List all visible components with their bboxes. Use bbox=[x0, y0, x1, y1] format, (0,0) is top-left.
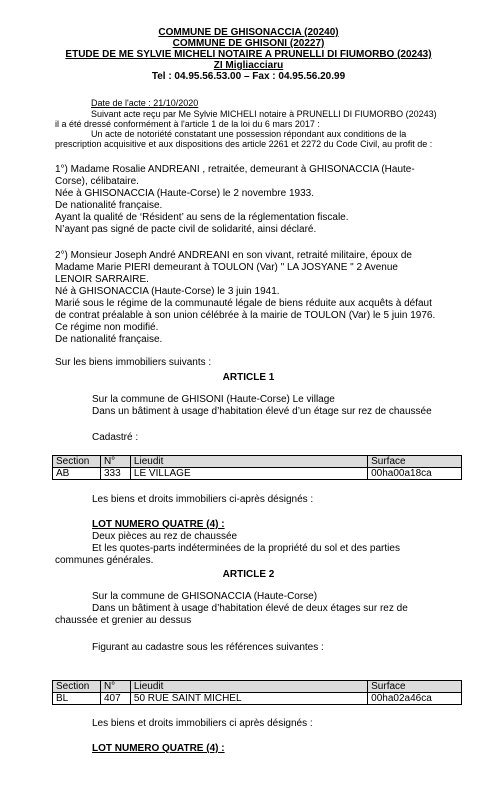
cadastre-table-2 bbox=[52, 680, 462, 705]
article-2-lot-title: LOT NUMERO QUATRE (4) : bbox=[92, 743, 225, 754]
article-1-lot-line-3: communes générales. bbox=[55, 555, 154, 566]
intro-line-3: Un acte de notoriété constatant une possession répondant aux conditions de la bbox=[91, 129, 407, 139]
col-section-header: Section bbox=[53, 456, 101, 468]
person1-line-4: De nationalité française. bbox=[55, 200, 163, 211]
article-2-commune: Sur la commune de GHISONACCIA (Haute-Corse) bbox=[92, 591, 318, 602]
article-1-title: ARTICLE 1 bbox=[222, 372, 275, 383]
article-1-lot-title: LOT NUMERO QUATRE (4) : bbox=[92, 519, 225, 530]
table-header-row bbox=[53, 681, 462, 693]
col-surface-header: Surface bbox=[368, 456, 462, 468]
person1-block bbox=[55, 164, 415, 236]
col-numero-header: N° bbox=[100, 681, 130, 693]
col-lieudit-header: Lieudit bbox=[130, 456, 367, 468]
cell-surface: 00ha02a46ca bbox=[368, 693, 462, 705]
table-header-row bbox=[53, 456, 462, 468]
article-2-batiment-line-1: Dans un bâtiment à usage d’habitation élevé de deux étages sur rez de bbox=[92, 603, 408, 614]
intro-line-2: il a été dressé conformément à l'article 1 de la loi du 6 mars 2017 : bbox=[55, 119, 320, 129]
header-telephone-fax: Tel : 04.95.56.53.00 – Fax : 04.95.56.20.99 bbox=[151, 71, 346, 82]
cadastre-table-1 bbox=[52, 455, 462, 480]
person1-line-5: Ayant la qualité de ‘Résident’ au sens de la réglementation fiscale. bbox=[55, 212, 349, 223]
intro-line-1: Suivant acte reçu par Me Sylvie MICHELI notaire à PRUNELLI DI FIUMORBO (20243) bbox=[91, 109, 437, 119]
document-header bbox=[0, 27, 497, 83]
person2-line-7: Ce régime non modifié. bbox=[55, 322, 159, 333]
date-acte: Date de l'acte : 21/10/2020 bbox=[91, 98, 199, 108]
article-1-designes: Les biens et droits immobiliers ci-après désignés : bbox=[92, 494, 314, 505]
person2-line-4: Né à GHISONACCIA (Haute-Corse) le 3 juin 1941. bbox=[55, 286, 280, 297]
cell-section: AB bbox=[53, 468, 101, 480]
person2-line-5: Marié sous le régime de la communauté légale de biens réduite aux acquêts à défaut bbox=[55, 298, 432, 309]
person2-line-2: Madame Marie PIERI demeurant à TOULON (Var) " LA JOSYANE " 2 Avenue bbox=[55, 262, 398, 273]
intro-line-4: prescription acquisitive et aux dispositions des article 2261 et 2272 du Code Civil, au profit de : bbox=[55, 139, 433, 149]
cell-section: BL bbox=[53, 693, 101, 705]
person1-line-3: Née à GHISONACCIA (Haute-Corse) le 2 novembre 1933. bbox=[55, 188, 314, 199]
cell-lieudit: 50 RUE SAINT MICHEL bbox=[130, 693, 367, 705]
person1-line-1: 1°) Madame Rosalie ANDREANI , retraitée, demeurant à GHISONACCIA (Haute- bbox=[55, 164, 415, 175]
person2-line-8: De nationalité française. bbox=[55, 334, 163, 345]
biens-intro: Sur les biens immobiliers suivants : bbox=[55, 357, 212, 368]
article-1-lot-line-2: Et les quotes-parts indéterminées de la propriété du sol et des parties bbox=[92, 543, 400, 554]
header-commune-ghisoni: COMMUNE DE GHISONI (20227) bbox=[172, 38, 325, 49]
col-section-header: Section bbox=[53, 681, 101, 693]
cell-numero: 333 bbox=[100, 468, 130, 480]
article-1-lot-line-1: Deux pièces au rez de chaussée bbox=[92, 531, 238, 542]
article-2-title: ARTICLE 2 bbox=[222, 569, 275, 580]
col-numero-header: N° bbox=[100, 456, 130, 468]
header-etude-notaire: ETUDE DE ME SYLVIE MICHELI NOTAIRE A PRUNELLI DI FIUMORBO (20243) bbox=[65, 49, 432, 60]
article-2-designes: Les biens et droits immobiliers ci après désignés : bbox=[92, 718, 313, 729]
col-lieudit-header: Lieudit bbox=[130, 681, 367, 693]
cell-numero: 407 bbox=[100, 693, 130, 705]
person2-line-6: de contrat préalable à son union célébrée à la mairie de TOULON (Var) le 5 juin 1976. bbox=[55, 310, 436, 321]
cell-surface: 00ha00a18ca bbox=[368, 468, 462, 480]
article-1-batiment: Dans un bâtiment à usage d’habitation élevé d’un étage sur rez de chaussée bbox=[92, 406, 432, 417]
table-row bbox=[53, 693, 462, 705]
col-surface-header: Surface bbox=[368, 681, 462, 693]
cell-lieudit: LE VILLAGE bbox=[130, 468, 367, 480]
article-2-batiment-line-2: chaussée et grenier au dessus bbox=[55, 615, 192, 626]
header-zone-industrielle: ZI Migliacciaru bbox=[213, 60, 284, 71]
article-1-cadastre-label: Cadastré : bbox=[92, 432, 139, 443]
person2-line-1: 2°) Monsieur Joseph André ANDREANI en son vivant, retraité militaire, époux de bbox=[55, 250, 412, 261]
article-2-cadastre-label: Figurant au cadastre sous les références suivantes : bbox=[92, 642, 324, 653]
article-1-commune: Sur la commune de GHISONI (Haute-Corse) Le village bbox=[92, 394, 335, 405]
person1-line-6: N’ayant pas signé de pacte civil de solidarité, ainsi déclaré. bbox=[55, 224, 317, 235]
person1-line-2: Corse), célibataire. bbox=[55, 176, 139, 187]
header-commune-ghisonaccia: COMMUNE DE GHISONACCIA (20240) bbox=[158, 27, 339, 38]
person2-line-3: LENOIR SARRAIRE. bbox=[55, 274, 149, 285]
person2-block bbox=[55, 250, 435, 346]
table-row bbox=[53, 468, 462, 480]
